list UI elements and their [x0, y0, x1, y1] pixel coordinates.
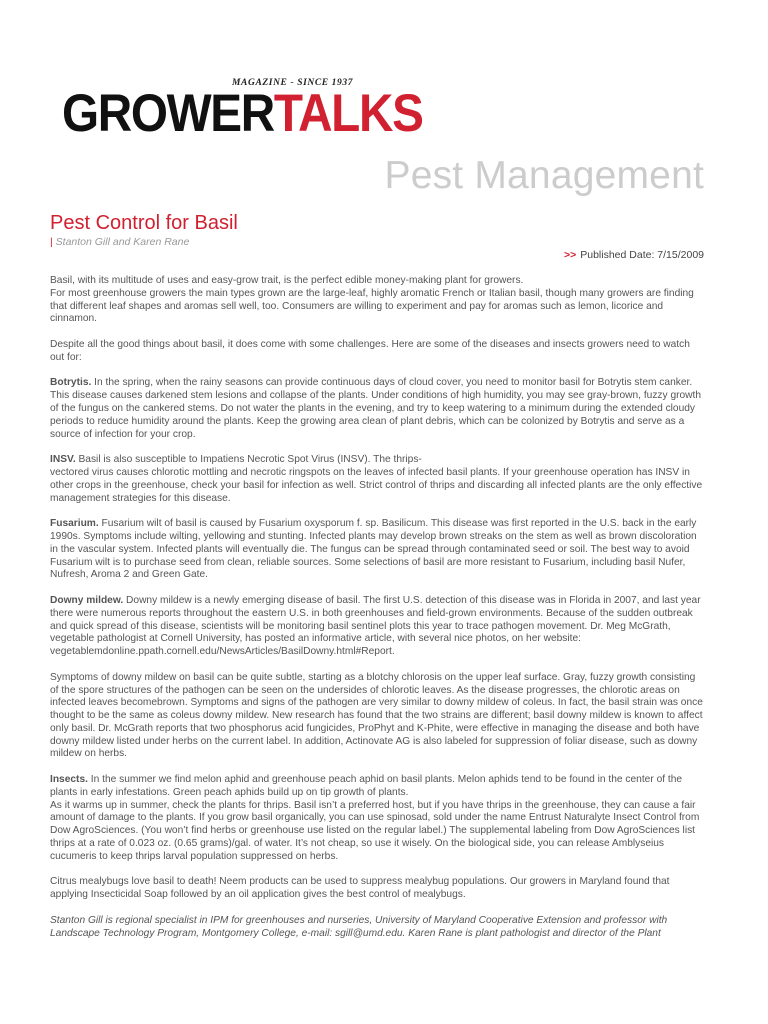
published-date-text: Published Date: 7/15/2009 [580, 249, 704, 261]
downy-mildew-text: Downy mildew is a newly emerging disease of basil. The first U.S. detection of this disease was in Florida in 2007, and last year there were numerous reports throughout the eastern U.S. in both greenhouses and field-grown environments. Because of the sudden outbreak and quick spread of this disease, scientists will be monitoring basil sentinel plots this year to trace pathogen movement. Dr. Meg McGrath, vegetable pathologist at Cornell University, has posted an informative article, with several nice photos, on her website: [50, 594, 701, 645]
fusarium-text: Fusarium wilt of basil is caused by Fusarium oxysporum f. sp. Basilicum. This disease was first reported in the U.S. back in the early 1990s. Symptoms include wilting, yellowing and stunting. Infected plants may develop brown streaks on the stem as well as brown discoloration in the vascular system. Infected plants will eventually die. The fungus can be spread through contaminated seed or soil. The best way to avoid Fusarium wilt is to purchase seed from clean, reliable sources. Some selections of basil are more resistant to Fusarium, including basil Nufer, Nufresh, Aroma 2 and Green Gate. [50, 518, 697, 581]
logo-wordmark [62, 84, 423, 144]
downy-mildew-paragraph [50, 595, 705, 659]
thrips-text: As it warms up in summer, check the plants for thrips. Basil isn’t a preferred host, but if you have thrips in the greenhouse, they can cause a fair amount of damage to the plants. If you grow basil organically, you can use spinosad, sold under the name Entrust Naturalyte Insect Control from Dow AgroSciences. (You won’t find herbs or greenhouse use listed on the regular label.) The supplemental labeling from Dow AgroSciences list thrips at a rate of 0.023 oz. (0.65 grams)/gal. of water. It’s not cheap, so use it wisely. On the biological side, you can release Amblyseius cucumeris to keep thrips larval population suppressed on herbs. [50, 799, 700, 862]
logo-tagline: MAGAZINE - SINCE 1937 [232, 78, 354, 88]
intro-paragraph [50, 275, 705, 326]
insects-paragraph [50, 774, 705, 864]
botrytis-heading: Botrytis. [50, 377, 92, 389]
growertalks-logo[interactable] [62, 78, 423, 144]
article-body [50, 275, 705, 940]
byline-authors: Stanton Gill and Karen Rane [55, 236, 190, 248]
fusarium-heading: Fusarium. [50, 518, 99, 530]
insects-text: In the summer we find melon aphid and greenhouse peach aphid on basil plants. Melon aphids tend to be found in the center of the plants in early infestations. Green peach aphids build up on tip growth of plants. [50, 774, 683, 798]
insv-paragraph [50, 454, 705, 505]
date-arrows-icon: >> [563, 249, 577, 261]
logo-word-grower: GROWER [62, 84, 274, 143]
insv-text-1: Basil is also susceptible to Impatiens Necrotic Spot Virus (INSV). The thrips- [75, 454, 422, 466]
intro-line-2: For most greenhouse growers the main types grown are the large-leaf, highly aromatic French or Italian basil, though many growers are finding that different leaf shapes and aromas sell well, too. Consumers are willing to experiment and pay for aromas such as lemon, licorice and cinnamon. [50, 287, 694, 325]
botrytis-paragraph [50, 377, 705, 441]
insects-heading: Insects. [50, 774, 88, 786]
botrytis-text: In the spring, when the rainy seasons can provide continuous days of cloud cover, you need to monitor basil for Botrytis stem canker. This disease causes darkened stem lesions and collapse of the plants. Under conditions of high humidity, you may see gray-brown, fuzzy growth of the fungus on the cankered stems. Do not water the plants in the evening, and try to keep watering to a minimum during the extended cloudy periods to reduce humidity around the plants. Keep the growing area clean of plant debris, which can be colonized by Botrytis and serve as a source of infection for your crop. [50, 377, 702, 440]
intro-line-1: Basil, with its multitude of uses and easy-grow trait, is the perfect edible money-making plant for growers. [50, 275, 524, 286]
challenges-paragraph: Despite all the good things about basil, it does come with some challenges. Here are some of the diseases and insects growers need to watch out for: [50, 338, 690, 363]
article-title: Pest Control for Basil [50, 212, 238, 234]
downy-mildew-heading: Downy mildew. [50, 594, 124, 606]
logo-word-talks: TALKS [273, 84, 423, 143]
fusarium-paragraph [50, 518, 705, 582]
downy-mildew-url: vegetablemdonline.ppath.cornell.edu/NewsArticles/BasilDowny.html#Report. [50, 646, 395, 658]
published-date [564, 249, 704, 261]
mealybugs-paragraph: Citrus mealybugs love basil to death! Neem products can be used to suppress mealybug populations. Our growers in Maryland found that applying Insecticidal Soap followed by an oil application gives the best control of mealybugs. [50, 876, 670, 901]
author-bio: Stanton Gill is regional specialist in IPM for greenhouses and nurseries, University of Maryland Cooperative Extension and professor with Landscape Technology Program, Montgomery College, e-mail: sgill@umd.edu. Karen Rane is plant pathologist and director of the Plant [50, 914, 668, 939]
symptoms-paragraph: Symptoms of downy mildew on basil can be quite subtle, starting as a blotchy chlorosis on the upper leaf surface. Gray, fuzzy growth consisting of the spore structures of the pathogen can be seen on the undersides of chlorotic leaves. As the disease progresses, the chlorotic areas on infected leaves becomebrown. Symptoms and signs of the pathogen are very similar to downy mildew of coleus. In fact, the basil strain was once thought to be the same as coleus downy mildew. New research has found that the two strains are different; basil downy mildew is known to affect only basil. Dr. McGrath reports that two phosphorus acid fungicides, ProPhyt and K-Phite, were effective in managing the disease and both have downy mildew listed under herbs on the current label. In addition, Actinovate AG is also labeled for suppression of foliar disease, such as downy mildew on herbs. [50, 671, 703, 760]
insv-heading: INSV. [50, 454, 76, 466]
byline-separator: | [50, 236, 53, 248]
insv-text-2: vectored virus causes chlorotic mottling and necrotic ringspots on the leaves of infected basil plants. If your greenhouse operation has INSV in other crops in the greenhouse, check your basil for infection as well. Strict control of thrips and discarding all infected plants are the only effective management strategies for this disease. [50, 466, 703, 504]
article-byline [50, 236, 189, 248]
section-title: Pest Management [384, 154, 704, 197]
